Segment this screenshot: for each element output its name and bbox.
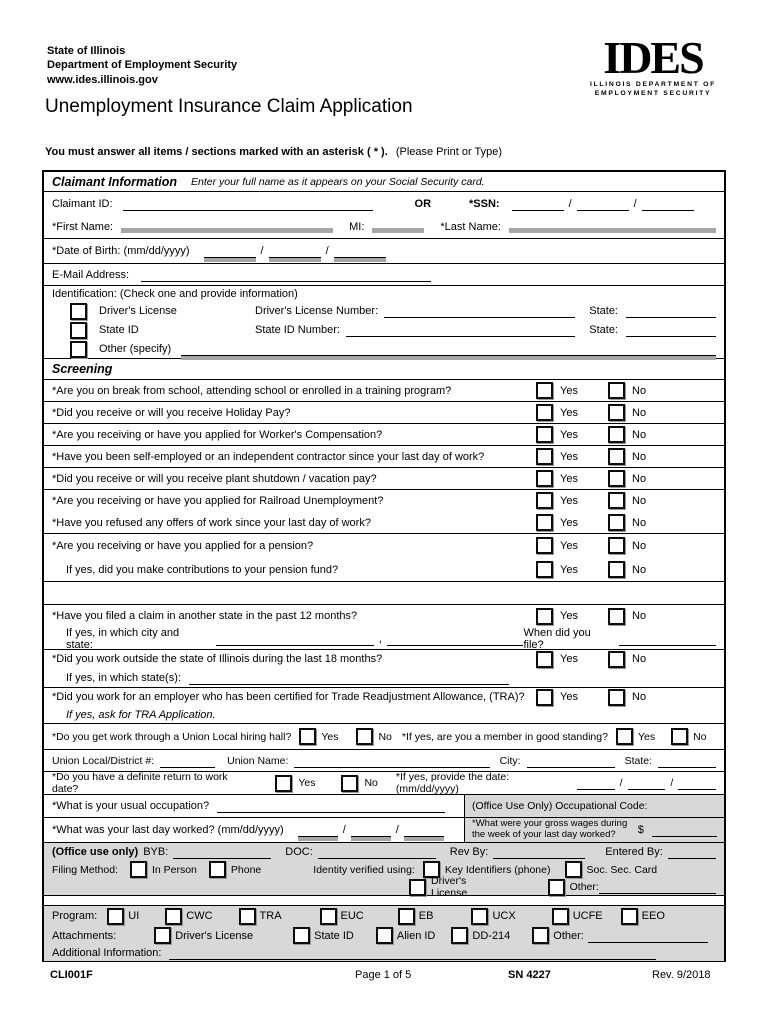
lastday-slash-1: / bbox=[342, 824, 346, 836]
additional-info-field[interactable] bbox=[169, 946, 656, 960]
page-indicator: Page 1 of 5 bbox=[355, 969, 412, 981]
last-day-month-field[interactable] bbox=[298, 823, 338, 837]
other-state-detail-label: If yes, in which city and state: bbox=[66, 626, 180, 651]
checkbox-return-date-yes[interactable] bbox=[275, 775, 292, 792]
yes-label: Yes bbox=[560, 406, 578, 419]
question-holiday: *Did you receive or will you receive Holiday Pay? bbox=[52, 406, 291, 419]
email-row bbox=[44, 264, 724, 286]
checkbox-filing-phone[interactable] bbox=[209, 861, 226, 878]
soc-sec-card-label: Soc. Sec. Card bbox=[586, 863, 658, 876]
in-person-label: In Person bbox=[151, 863, 197, 876]
checkbox-plant-shutdown-yes[interactable] bbox=[536, 470, 553, 487]
yes-label: Yes bbox=[560, 653, 578, 665]
no-label: No bbox=[364, 777, 378, 789]
question-pension-row bbox=[44, 534, 724, 558]
checkbox-soc-sec-card[interactable] bbox=[565, 861, 582, 878]
yes-label: Yes bbox=[560, 610, 578, 622]
return-date-month-field[interactable] bbox=[577, 776, 615, 790]
additional-info-row bbox=[44, 945, 724, 961]
checkbox-id-state-id[interactable] bbox=[70, 322, 87, 339]
checkbox-self-employed-yes[interactable] bbox=[536, 448, 553, 465]
state-id-number-label: State ID Number: bbox=[255, 324, 340, 336]
checkbox-outside-il-yes[interactable] bbox=[536, 651, 553, 668]
yes-label: Yes bbox=[560, 494, 578, 507]
identity-verified-label: Identity verified using: bbox=[313, 863, 415, 876]
no-label: No bbox=[632, 472, 647, 485]
comma-separator: , bbox=[378, 632, 382, 645]
no-label: No bbox=[632, 450, 647, 463]
ssn-field-3[interactable] bbox=[642, 197, 694, 211]
union-local-field[interactable] bbox=[160, 754, 215, 768]
entered-by-label: Entered By: bbox=[605, 845, 663, 858]
no-label: No bbox=[632, 563, 647, 576]
first-name-label: *First Name: bbox=[52, 220, 114, 233]
question-self-employed-row bbox=[44, 446, 724, 468]
checkbox-holiday-yes[interactable] bbox=[536, 404, 553, 421]
yes-label: Yes bbox=[560, 472, 578, 485]
gross-wages-label: *What were your gross wages during the week of your last day worked? bbox=[472, 818, 628, 840]
program-ucfe-label: UCFE bbox=[572, 910, 603, 922]
attachments-label: Attachments: bbox=[52, 929, 117, 942]
checkbox-school-no[interactable] bbox=[608, 382, 625, 399]
checkbox-refused-work-yes[interactable] bbox=[536, 514, 553, 531]
checkbox-tra-no[interactable] bbox=[608, 689, 625, 706]
office-use-label: (Office use only) bbox=[52, 845, 139, 858]
identification-label: Identification: (Check one and provide information) bbox=[52, 287, 298, 300]
checkbox-return-date-no[interactable] bbox=[341, 775, 358, 792]
checkbox-good-standing-yes[interactable] bbox=[616, 728, 633, 745]
ssn-field-2[interactable] bbox=[577, 197, 629, 211]
checkbox-pension-no[interactable] bbox=[608, 537, 625, 554]
key-identifiers-label: Key Identifiers (phone) bbox=[444, 863, 551, 876]
return-date-label: *If yes, provide the date: (mm/dd/yyyy) bbox=[395, 771, 510, 795]
checkbox-pension-contrib-no[interactable] bbox=[608, 561, 625, 578]
question-plant-shutdown: *Did you receive or will you receive plant shutdown / vacation pay? bbox=[52, 472, 377, 485]
checkbox-good-standing-no[interactable] bbox=[671, 728, 688, 745]
checkbox-hiring-hall-no[interactable] bbox=[356, 728, 373, 745]
name-row bbox=[44, 215, 724, 239]
no-label: No bbox=[632, 406, 647, 419]
checkbox-attachment-state-id[interactable] bbox=[293, 927, 310, 944]
email-label: E-Mail Address: bbox=[52, 268, 130, 281]
claimant-info-title: Claimant Information bbox=[52, 174, 178, 189]
state-id-number-field[interactable] bbox=[346, 323, 575, 337]
entered-by-field[interactable] bbox=[668, 845, 716, 859]
drivers-license-number-field[interactable] bbox=[384, 304, 575, 318]
tra-note-row bbox=[44, 707, 724, 724]
dob-field-day[interactable] bbox=[269, 244, 321, 258]
outside-il-cell bbox=[44, 650, 724, 688]
other-state-city-field[interactable] bbox=[216, 632, 374, 646]
program-euc-label: EUC bbox=[340, 910, 364, 922]
checkbox-program-euc[interactable] bbox=[320, 908, 337, 925]
checkbox-program-ucfe[interactable] bbox=[552, 908, 569, 925]
dob-field-year[interactable] bbox=[334, 244, 386, 258]
checkbox-pension-contrib-yes[interactable] bbox=[536, 561, 553, 578]
outside-il-detail-label: If yes, in which state(s): bbox=[66, 672, 181, 684]
question-pension-contrib-row bbox=[44, 558, 724, 582]
serial-number: SN 4227 bbox=[508, 969, 551, 981]
union-details-row bbox=[44, 750, 724, 772]
empty-row bbox=[44, 582, 724, 605]
mi-label: MI: bbox=[349, 220, 365, 233]
question-other-state-row bbox=[44, 605, 724, 628]
yes-label: Yes bbox=[560, 539, 578, 552]
checkbox-refused-work-no[interactable] bbox=[608, 514, 625, 531]
form-number: CLI001F bbox=[50, 969, 93, 981]
railroad-refused-cell bbox=[44, 490, 724, 534]
gross-wages-field[interactable] bbox=[652, 823, 717, 837]
program-cwc-label: CWC bbox=[186, 910, 213, 922]
first-name-field[interactable] bbox=[121, 228, 333, 233]
claimant-id-row bbox=[44, 192, 724, 215]
question-pension-contrib: If yes, did you make contributions to your pension fund? bbox=[66, 563, 339, 576]
program-eb-label: EB bbox=[418, 910, 434, 922]
checkbox-program-tra[interactable] bbox=[239, 908, 256, 925]
checkbox-pension-yes[interactable] bbox=[536, 537, 553, 554]
ssn-slash-1: / bbox=[568, 197, 572, 210]
identification-label-row bbox=[44, 286, 724, 302]
claimant-info-header bbox=[44, 172, 724, 192]
screening-header bbox=[44, 359, 724, 380]
ides-logo bbox=[586, 32, 720, 98]
other-state-state-field[interactable] bbox=[387, 632, 524, 646]
identity-drivers-license-label: Driver's License bbox=[431, 875, 468, 899]
id-state-id-row bbox=[44, 321, 724, 340]
no-label: No bbox=[378, 730, 392, 743]
state-id-state-label: State: bbox=[589, 324, 618, 336]
id-state-id-label: State ID bbox=[99, 324, 139, 336]
attachment-dd214-label: DD-214 bbox=[472, 929, 511, 942]
screening-title: Screening bbox=[52, 362, 113, 376]
question-railroad: *Are you receiving or have you applied for Railroad Unemployment? bbox=[52, 494, 384, 507]
yes-label: Yes bbox=[560, 428, 578, 441]
return-date-row bbox=[44, 772, 724, 795]
last-name-label: *Last Name: bbox=[440, 220, 501, 233]
attachment-other-field[interactable] bbox=[588, 929, 708, 943]
no-label: No bbox=[632, 653, 647, 665]
return-date-year-field[interactable] bbox=[678, 776, 716, 790]
byb-field[interactable] bbox=[173, 845, 271, 859]
dob-row bbox=[44, 239, 724, 264]
no-label: No bbox=[632, 691, 647, 703]
doc-label: DOC: bbox=[285, 845, 313, 858]
no-label: No bbox=[632, 384, 647, 397]
union-city-field[interactable] bbox=[527, 754, 615, 768]
checkbox-plant-shutdown-no[interactable] bbox=[608, 470, 625, 487]
pension-cell bbox=[44, 534, 724, 582]
checkbox-identity-other[interactable] bbox=[548, 879, 565, 896]
checkbox-workers-comp-no[interactable] bbox=[608, 426, 625, 443]
office-use-section bbox=[44, 843, 724, 899]
ssn-label: *SSN: bbox=[469, 197, 500, 210]
instruction-bold: You must answer all items / sections marked with an asterisk ( * ). bbox=[45, 146, 388, 158]
filing-method-label: Filing Method: bbox=[52, 863, 118, 876]
identity-other-label: Other: bbox=[569, 881, 599, 893]
program-eeo-label: EEO bbox=[641, 910, 665, 922]
checkbox-other-state-no[interactable] bbox=[608, 608, 625, 625]
question-occupation: *What is your usual occupation? bbox=[52, 800, 210, 812]
identification-section bbox=[44, 286, 724, 359]
question-outside-il-row bbox=[44, 650, 724, 669]
id-drivers-license-label: Driver's License bbox=[99, 305, 177, 317]
last-day-row bbox=[44, 818, 724, 843]
agency-line-2: Department of Employment Security bbox=[47, 59, 238, 72]
dl-state-field[interactable] bbox=[626, 304, 716, 318]
checkbox-program-ui[interactable] bbox=[107, 908, 124, 925]
checkbox-program-eeo[interactable] bbox=[621, 908, 638, 925]
yes-label: Yes bbox=[560, 384, 578, 397]
occupation-field[interactable] bbox=[217, 799, 445, 813]
doc-field[interactable] bbox=[318, 845, 436, 859]
ides-logo-subtext: ILLINOIS DEPARTMENT OF EMPLOYMENT SECURITY bbox=[589, 80, 716, 97]
attachment-other-label: Other: bbox=[553, 929, 584, 942]
return-date-day-field[interactable] bbox=[628, 776, 666, 790]
rev-by-label: Rev By: bbox=[449, 845, 489, 858]
checkbox-attachment-other[interactable] bbox=[532, 927, 549, 944]
checkbox-filing-in-person[interactable] bbox=[130, 861, 147, 878]
email-field[interactable] bbox=[141, 268, 431, 282]
checkbox-id-drivers-license[interactable] bbox=[70, 303, 87, 320]
question-holiday-row bbox=[44, 402, 724, 424]
union-hiring-hall-row bbox=[44, 724, 724, 750]
checkbox-attachment-alien-id[interactable] bbox=[376, 927, 393, 944]
union-city-label: City: bbox=[499, 754, 521, 767]
question-return-date: *Do you have a definite return to work date? bbox=[52, 771, 228, 795]
return-slash-1: / bbox=[619, 777, 623, 789]
tra-note: If yes, ask for TRA Application. bbox=[66, 709, 216, 721]
revision-date: Rev. 9/2018 bbox=[652, 969, 711, 981]
instruction-normal: (Please Print or Type) bbox=[395, 146, 502, 158]
dob-slash-2: / bbox=[325, 245, 329, 257]
yes-label: Yes bbox=[560, 563, 578, 576]
no-label: No bbox=[632, 516, 647, 529]
page-title: Unemployment Insurance Claim Application bbox=[45, 96, 413, 117]
claimant-id-label: Claimant ID: bbox=[52, 197, 113, 210]
question-refused-work: *Have you refused any offers of work since your last day of work? bbox=[52, 516, 371, 529]
dob-label: *Date of Birth: (mm/dd/yyyy) bbox=[52, 245, 190, 257]
outside-il-states-field[interactable] bbox=[189, 671, 509, 685]
checkbox-workers-comp-yes[interactable] bbox=[536, 426, 553, 443]
question-outside-il: *Did you work outside the state of Illinois during the last 18 months? bbox=[52, 653, 383, 665]
occupational-code-label: (Office Use Only) Occupational Code: bbox=[472, 800, 648, 812]
union-local-label: Union Local/District #: bbox=[52, 754, 155, 767]
program-label: Program: bbox=[52, 910, 98, 922]
identity-other-field[interactable] bbox=[599, 880, 716, 894]
question-pension: *Are you receiving or have you applied for a pension? bbox=[52, 539, 314, 552]
question-workers-comp: *Are you receiving or have you applied for Worker's Compensation? bbox=[52, 428, 383, 441]
other-state-when-label: When did you file? bbox=[523, 626, 591, 651]
tra-cell bbox=[44, 688, 724, 724]
question-refused-work-row bbox=[44, 512, 724, 534]
program-section bbox=[44, 906, 724, 961]
no-label: No bbox=[632, 494, 647, 507]
checkbox-program-ucx[interactable] bbox=[471, 908, 488, 925]
checkbox-holiday-no[interactable] bbox=[608, 404, 625, 421]
dob-slash-1: / bbox=[260, 245, 264, 257]
other-state-when-field[interactable] bbox=[619, 632, 716, 646]
attachment-state-id-label: State ID bbox=[314, 929, 354, 942]
ssn-slash-2: / bbox=[633, 197, 637, 210]
program-ui-label: UI bbox=[128, 910, 140, 922]
checkbox-other-state-yes[interactable] bbox=[536, 608, 553, 625]
yes-label: Yes bbox=[560, 691, 578, 703]
agency-header bbox=[47, 44, 237, 87]
dl-state-label: State: bbox=[589, 305, 618, 317]
id-other-row bbox=[44, 340, 724, 359]
question-good-standing: *If yes, are you a member in good standing? bbox=[401, 730, 608, 743]
checkbox-self-employed-no[interactable] bbox=[608, 448, 625, 465]
checkbox-outside-il-no[interactable] bbox=[608, 651, 625, 668]
agency-line-3: www.ides.illinois.gov bbox=[47, 73, 158, 86]
last-day-year-field[interactable] bbox=[404, 823, 444, 837]
yes-label: Yes bbox=[321, 730, 339, 743]
question-self-employed: *Have you been self-employed or an independent contractor since your last day of work? bbox=[52, 450, 485, 463]
mi-field[interactable] bbox=[372, 228, 424, 233]
attachment-drivers-license-label: Driver's License bbox=[175, 929, 254, 942]
no-label: No bbox=[632, 610, 647, 622]
last-day-day-field[interactable] bbox=[351, 823, 391, 837]
checkbox-identity-drivers-license[interactable] bbox=[409, 879, 426, 896]
dob-field-month[interactable] bbox=[204, 244, 256, 258]
union-name-field[interactable] bbox=[294, 754, 489, 768]
section-gap bbox=[44, 896, 724, 906]
question-school: *Are you on break from school, attending school or enrolled in a training program? bbox=[52, 384, 452, 397]
id-other-label: Other (specify) bbox=[99, 343, 172, 355]
occupation-row bbox=[44, 795, 724, 818]
outside-il-detail-row bbox=[44, 669, 724, 688]
question-tra-row bbox=[44, 688, 724, 707]
checkbox-tra-yes[interactable] bbox=[536, 689, 553, 706]
occupational-code-cell bbox=[464, 795, 724, 817]
no-label: No bbox=[693, 730, 707, 743]
drivers-license-number-label: Driver's License Number: bbox=[255, 305, 379, 317]
office-use-row-2 bbox=[44, 861, 724, 879]
checkbox-hiring-hall-yes[interactable] bbox=[299, 728, 316, 745]
no-label: No bbox=[632, 428, 647, 441]
checkbox-railroad-no[interactable] bbox=[608, 492, 625, 509]
question-railroad-row bbox=[44, 490, 724, 512]
checkbox-attachment-dd214[interactable] bbox=[451, 927, 468, 944]
last-name-field[interactable] bbox=[509, 228, 716, 233]
state-id-state-field[interactable] bbox=[626, 323, 716, 337]
union-state-label: State: bbox=[624, 754, 652, 767]
question-tra: *Did you work for an employer who has been certified for Trade Readjustment Allowance, (TRA)? bbox=[52, 691, 525, 703]
dollar-sign: $ bbox=[637, 824, 644, 836]
question-hiring-hall: *Do you get work through a Union Local hiring hall? bbox=[52, 730, 292, 743]
instruction-line bbox=[45, 146, 502, 158]
question-other-state: *Have you filed a claim in another state in the past 12 months? bbox=[52, 610, 358, 622]
phone-label: Phone bbox=[230, 863, 262, 876]
attachment-alien-id-label: Alien ID bbox=[396, 929, 436, 942]
other-state-detail-row bbox=[44, 628, 724, 650]
return-slash-2: / bbox=[670, 777, 674, 789]
question-workers-comp-row bbox=[44, 424, 724, 446]
program-row bbox=[44, 906, 724, 926]
question-plant-shutdown-row bbox=[44, 468, 724, 490]
checkbox-railroad-yes[interactable] bbox=[536, 492, 553, 509]
program-tra-label: TRA bbox=[259, 910, 282, 922]
office-use-row-1 bbox=[44, 843, 724, 861]
question-school-row bbox=[44, 380, 724, 402]
union-name-label: Union Name: bbox=[227, 754, 289, 767]
checkbox-school-yes[interactable] bbox=[536, 382, 553, 399]
yes-label: Yes bbox=[298, 777, 316, 789]
union-state-field[interactable] bbox=[658, 754, 716, 768]
office-use-row-3 bbox=[44, 875, 724, 899]
attachments-row bbox=[44, 926, 724, 945]
additional-info-label: Additional Information: bbox=[52, 947, 162, 959]
ssn-field-1[interactable] bbox=[512, 197, 564, 211]
checkbox-id-other[interactable] bbox=[70, 341, 87, 358]
other-state-claim-cell bbox=[44, 605, 724, 650]
id-other-field[interactable] bbox=[181, 342, 716, 356]
question-last-day: *What was your last day worked? (mm/dd/yyyy) bbox=[52, 824, 284, 836]
lastday-slash-2: / bbox=[395, 824, 399, 836]
checkbox-attachment-drivers-license[interactable] bbox=[154, 927, 171, 944]
yes-label: Yes bbox=[560, 450, 578, 463]
rev-by-field[interactable] bbox=[493, 845, 585, 859]
yes-label: Yes bbox=[637, 730, 656, 743]
claimant-info-note: Enter your full name as it appears on your Social Security card. bbox=[191, 175, 485, 188]
agency-line-1: State of Illinois bbox=[47, 45, 126, 57]
id-drivers-license-row bbox=[44, 302, 724, 321]
checkbox-program-cwc[interactable] bbox=[165, 908, 182, 925]
program-ucx-label: UCX bbox=[492, 910, 516, 922]
yes-label: Yes bbox=[560, 516, 578, 529]
claim-form bbox=[42, 170, 726, 962]
claimant-id-field[interactable] bbox=[123, 197, 373, 211]
ides-logo-text: IDES bbox=[603, 32, 703, 83]
gross-wages-cell bbox=[464, 818, 724, 842]
checkbox-program-eb[interactable] bbox=[398, 908, 415, 925]
or-label: OR bbox=[414, 197, 432, 210]
no-label: No bbox=[632, 539, 647, 552]
byb-label: BYB: bbox=[143, 845, 169, 858]
